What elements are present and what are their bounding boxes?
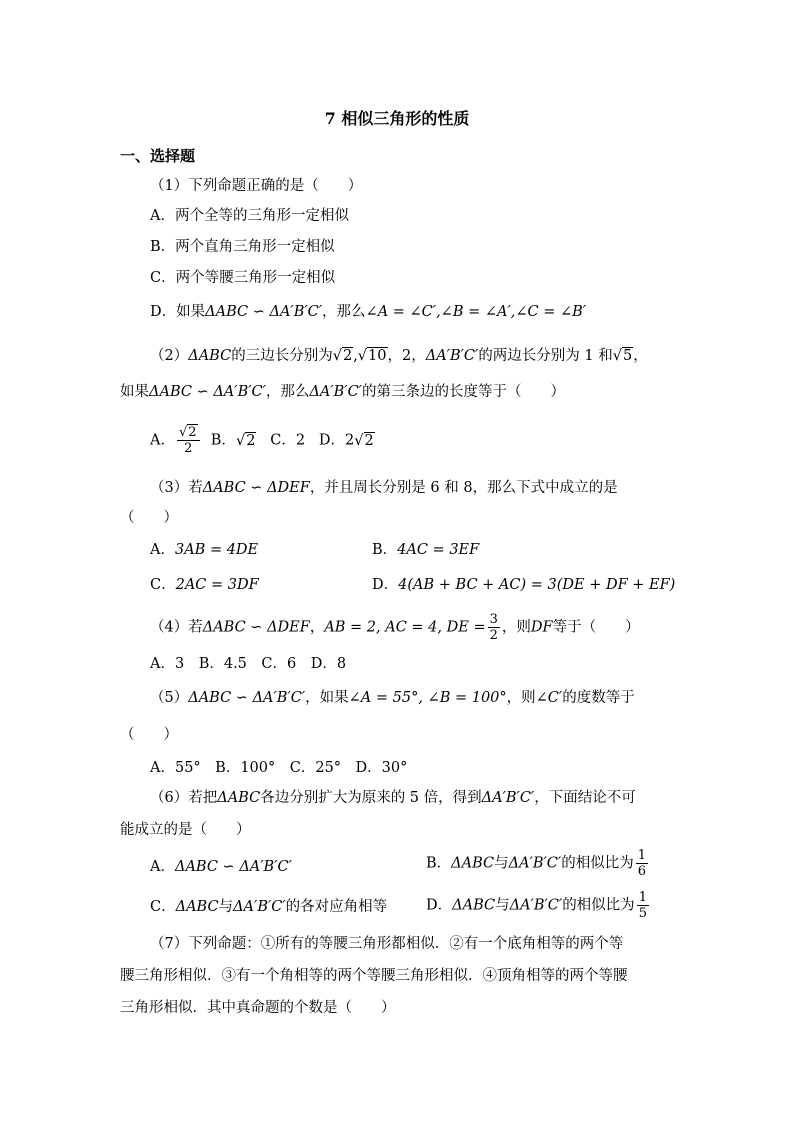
sqrt-10: √10 bbox=[357, 348, 387, 364]
q2-math3: ΔABC ∽ ΔA′B′C′ bbox=[149, 384, 266, 400]
q1-d-mid: ，那么 bbox=[322, 304, 366, 320]
section-heading: 一、选择题 bbox=[120, 147, 196, 165]
q6-frac-d: $\frac{1}{5}$ bbox=[638, 890, 647, 921]
q5-options: A．55° B．100° C．25° D．30° bbox=[150, 760, 408, 776]
q5-line2: （ ） bbox=[120, 727, 178, 743]
q1-d-math2: ∠A = ∠C′,∠B = ∠A′,∠C = ∠B′ bbox=[365, 304, 587, 320]
q2-math4: ΔA′B′C′ bbox=[309, 384, 362, 400]
q1-option-c: C．两个等腰三角形一定相似 bbox=[150, 270, 336, 286]
q4-frac: $\frac{3}{2}$ bbox=[489, 612, 498, 643]
q1-option-a: A．两个全等的三角形一定相似 bbox=[150, 208, 349, 224]
q4-options: A．3 B．4.5 C．6 D．8 bbox=[150, 656, 347, 672]
q3-option-c: C．2AC = 3DF bbox=[150, 577, 259, 593]
q2-math1: ΔABC bbox=[188, 348, 232, 364]
q4-line1: （4）若ΔABC ∽ ΔDEF，AB = 2, AC = 4, DE = $\frac{3}{2}$ ，则DF等于（ ） bbox=[150, 612, 640, 643]
q7-line1: （7）下列命题：①所有的等腰三角形都相似．②有一个底角相等的两个等 bbox=[150, 936, 624, 952]
q2-line2: 如果ΔABC ∽ ΔA′B′C′，那么ΔA′B′C′的第三条边的长度等于（ ） bbox=[120, 384, 565, 400]
q2-text2: ，2， bbox=[387, 348, 426, 364]
q2-num: （2） bbox=[150, 348, 189, 364]
q6-line1: （6）若把ΔABC各边分别扩大为原来的 5 倍，得到ΔA′B′C′，下面结论不可 bbox=[150, 790, 636, 806]
q6-option-d: D．ΔABC与ΔA′B′C′的相似比为 $\frac{1}{5}$ bbox=[426, 890, 647, 921]
q3-line2: （ ） bbox=[120, 510, 178, 526]
q6-option-a: A．ΔABC ∽ ΔA′B′C′ bbox=[150, 859, 292, 875]
q7-line2: 腰三角形相似．③有一个角相等的两个等腰三角形相似．④顶角相等的两个等腰 bbox=[120, 968, 628, 984]
q1-stem: （1）下列命题正确的是（ ） bbox=[150, 178, 363, 194]
q2-options: A． $\frac{√2}{2}$ B．√2 C．2 D．2√2 bbox=[150, 425, 374, 456]
page-title: 7 相似三角形的性质 bbox=[324, 109, 470, 128]
q1-option-d bbox=[150, 302, 586, 322]
q5-line1: （5）ΔABC ∽ ΔA′B′C′，如果∠A = 55°, ∠B = 100°，则∠C′的度数等于 bbox=[150, 690, 635, 706]
q1-d-math1: ΔABC ∽ ΔA′B′C′ bbox=[205, 304, 323, 320]
q6-line2: 能成立的是（ ） bbox=[120, 822, 251, 838]
q3-math1: ΔABC ∽ ΔDEF bbox=[202, 480, 310, 496]
q2-text1: 的三边长分别为 bbox=[231, 348, 333, 364]
q6-option-c: C．ΔABC与ΔA′B′C′的各对应角相等 bbox=[150, 899, 388, 915]
sqrt-5: √5 bbox=[612, 348, 633, 364]
q3-option-d: D．4(AB + BC + AC) = 3(DE + DF + EF) bbox=[372, 577, 676, 593]
q3-option-b: B．4AC = 3EF bbox=[372, 542, 480, 558]
q7-line3: 三角形相似．其中真命题的个数是（ ） bbox=[120, 1000, 396, 1016]
q1-d-prefix: D．如果 bbox=[150, 304, 206, 320]
q1-option-b: B．两个直角三角形一定相似 bbox=[150, 239, 335, 255]
q2-text3: 的两边长分别为 1 和 bbox=[478, 348, 613, 364]
q3-option-a: A．3AB = 4DE bbox=[150, 542, 259, 558]
q6-frac-b: $\frac{1}{6}$ bbox=[637, 848, 646, 879]
sqrt-2: √2 bbox=[332, 348, 353, 364]
q2-math2: ΔA′B′C′ bbox=[425, 348, 479, 364]
q3-line1: （3）若ΔABC ∽ ΔDEF，并且周长分别是 6 和 8，那么下式中成立的是 bbox=[150, 480, 618, 496]
q2-frac-a: $\frac{√2}{2}$ bbox=[177, 425, 200, 456]
q2-line1: （2）ΔABC的三边长分别为√2,√10，2，ΔA′B′C′的两边长分别为 1 和√5， bbox=[150, 348, 648, 364]
q6-option-b: B．ΔABC与ΔA′B′C′的相似比为 $\frac{1}{6}$ bbox=[426, 848, 646, 879]
